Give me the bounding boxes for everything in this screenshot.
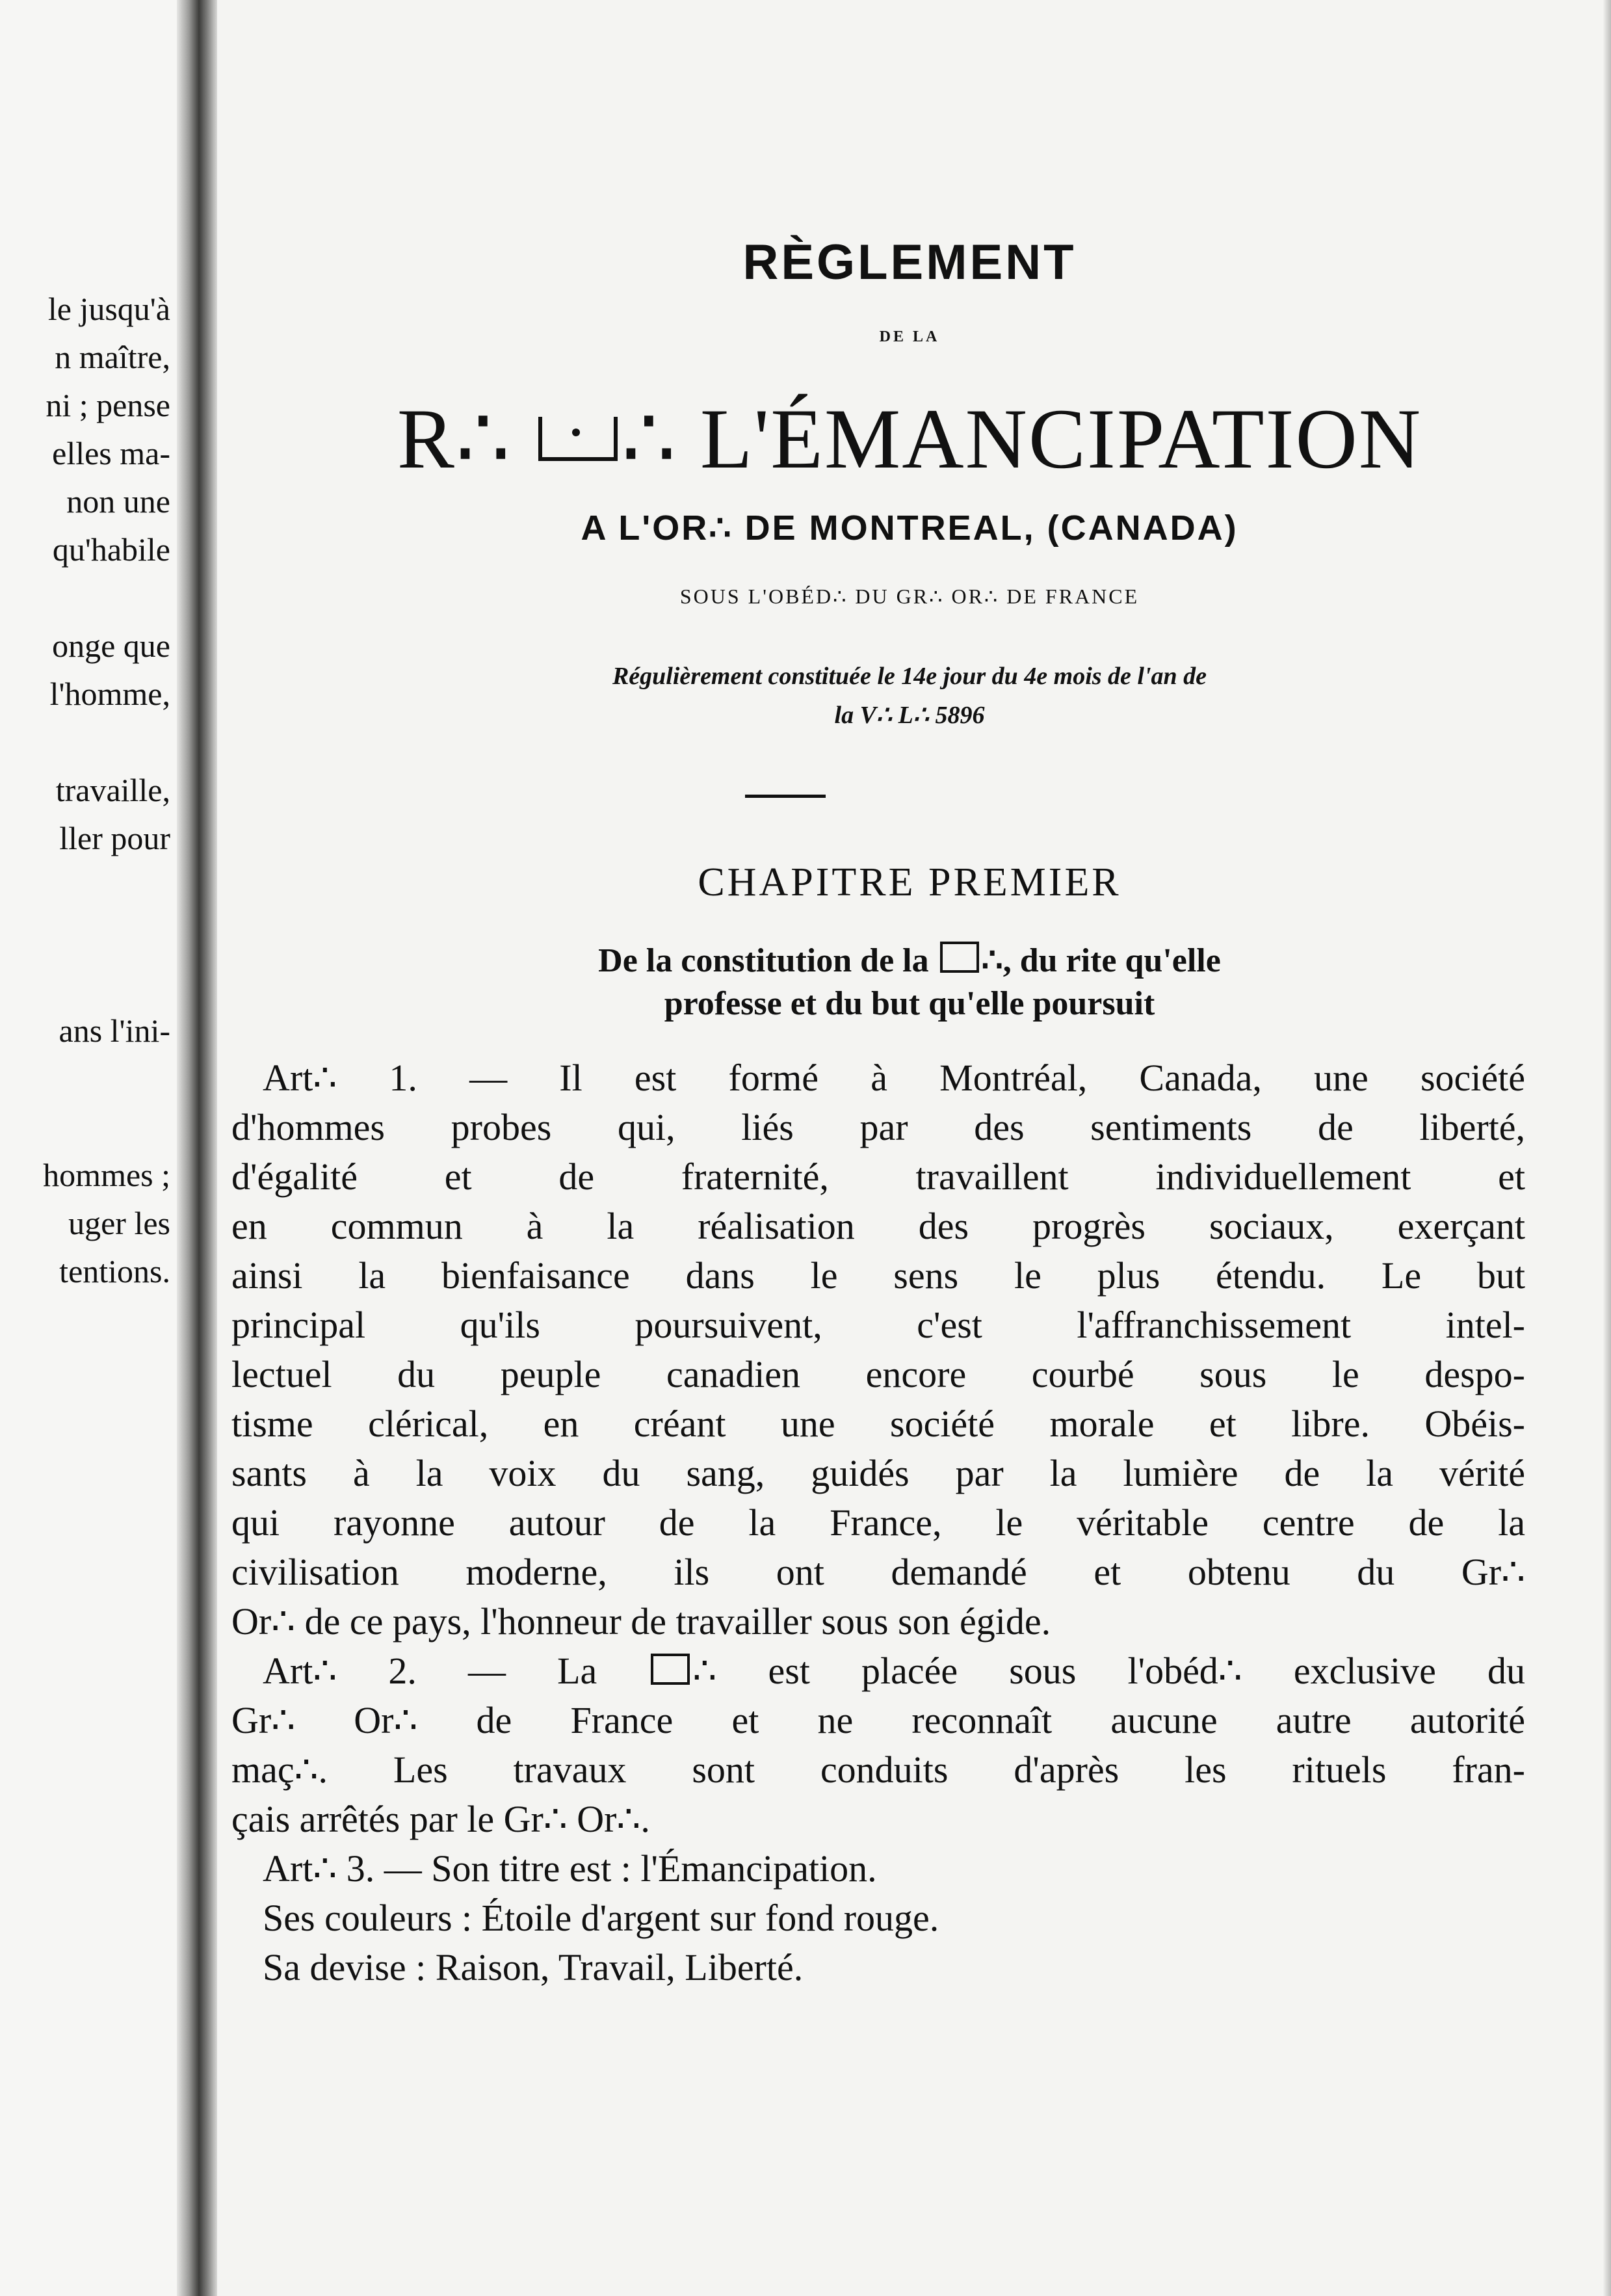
orient-line: A L'OR∴ DE MONTREAL, (CANADA) bbox=[581, 508, 1238, 548]
article-1-line: en commun à la réalisation des progrès sociaux, exerçant bbox=[231, 1205, 1525, 1247]
article-2-text-b: ∴ est placée sous l'obéd∴ exclusive du bbox=[692, 1650, 1525, 1692]
obedience-line: SOUS L'OBÉD∴ DU GR∴ OR∴ DE FRANCE bbox=[679, 585, 1140, 608]
article-1-line: Or∴ de ce pays, l'honneur de travailler sous son égide. bbox=[231, 1600, 1051, 1643]
lodge-name: L'ÉMANCIPATION bbox=[700, 391, 1422, 486]
article-1-line: d'égalité et de fraternité, travaillent individuellement et bbox=[231, 1155, 1525, 1198]
lodge-square-icon bbox=[651, 1654, 690, 1685]
article-2-line: Gr∴ Or∴ de France et ne reconnaît aucune autre autorité bbox=[231, 1699, 1525, 1741]
article-1-line: civilisation moderne, ils ont demandé et obtenu du Gr∴ bbox=[231, 1551, 1525, 1593]
left-page-line: onge que bbox=[52, 627, 170, 664]
main-page bbox=[217, 0, 1602, 2296]
article-3-line: Art∴ 3. — Son titre est : l'Émancipation. bbox=[263, 1847, 877, 1890]
lodge-square-icon bbox=[538, 417, 618, 461]
title-connector: DE LA bbox=[879, 328, 940, 345]
article-1-line: lectuel du peuple canadien encore courbé sous le despo- bbox=[231, 1353, 1525, 1395]
left-page-fragment bbox=[0, 0, 195, 2296]
section-divider bbox=[745, 795, 826, 798]
subtitle-text-a: De la constitution de la bbox=[598, 942, 929, 979]
constitution-note-line1: Régulièrement constituée le 14e jour du 4e mois de l'an de bbox=[612, 663, 1207, 690]
lodge-name-heading bbox=[217, 390, 1602, 488]
article-1-line: principal qu'ils poursuivent, c'est l'affranchissement intel- bbox=[231, 1304, 1525, 1346]
article-3-line: Sa devise : Raison, Travail, Liberté. bbox=[263, 1946, 804, 1988]
left-page-line: uger les bbox=[68, 1205, 170, 1241]
lodge-symbol-dots: ∴ bbox=[621, 391, 677, 486]
document-title: RÈGLEMENT bbox=[742, 235, 1077, 290]
article-2-line: çais arrêtés par le Gr∴ Or∴. bbox=[231, 1798, 650, 1840]
chapter-subtitle bbox=[217, 940, 1602, 1025]
left-page-line: travaille, bbox=[55, 772, 170, 808]
article-1-heading-line: Art∴ 1. — Il est formé à Montréal, Canada, une société bbox=[263, 1057, 1525, 1099]
left-page-line: hommes ; bbox=[43, 1157, 170, 1193]
subtitle-text-b: ∴, du rite qu'elle bbox=[981, 942, 1221, 979]
left-page-line: non une bbox=[66, 483, 170, 520]
left-page-line: elles ma- bbox=[52, 435, 170, 471]
article-1-line: d'hommes probes qui, liés par des sentiments de liberté, bbox=[231, 1106, 1525, 1148]
article-3-line: Ses couleurs : Étoile d'argent sur fond rouge. bbox=[263, 1897, 939, 1939]
article-2-line: maç∴. Les travaux sont conduits d'après les rituels fran- bbox=[231, 1748, 1525, 1791]
lodge-prefix: R∴ bbox=[397, 391, 512, 486]
chapter-subtitle-line1 bbox=[217, 940, 1602, 983]
left-page-line: ni ; pense bbox=[46, 387, 170, 423]
left-page-line: ller pour bbox=[59, 820, 170, 856]
article-2-heading-line bbox=[263, 1646, 1525, 1696]
left-page-line: tentions. bbox=[59, 1253, 170, 1289]
left-page-line: ans l'ini- bbox=[59, 1012, 170, 1049]
constitution-note-line2: la V∴ L∴ 5896 bbox=[834, 702, 985, 729]
chapter-subtitle-line2: professe et du but qu'elle poursuit bbox=[664, 985, 1155, 1022]
left-page-line: qu'habile bbox=[52, 531, 170, 568]
left-page-line: l'homme, bbox=[49, 676, 170, 712]
article-1-line: sants à la voix du sang, guidés par la lumière de la vérité bbox=[231, 1452, 1525, 1494]
article-1-line: tisme clérical, en créant une société morale et libre. Obéis- bbox=[231, 1403, 1525, 1445]
article-1-line: qui rayonne autour de la France, le véritable centre de la bbox=[231, 1501, 1525, 1544]
lodge-square-icon bbox=[940, 942, 979, 973]
article-2-text-a: Art∴ 2. — La bbox=[263, 1650, 597, 1692]
book-gutter bbox=[177, 0, 217, 2296]
page-edge bbox=[1603, 0, 1611, 2296]
article-1-line: ainsi la bienfaisance dans le sens le plus étendu. Le but bbox=[231, 1254, 1525, 1297]
left-page-line: n maître, bbox=[55, 339, 170, 375]
constitution-note bbox=[217, 657, 1602, 735]
left-page-line: le jusqu'à bbox=[47, 291, 170, 327]
chapter-title: CHAPITRE PREMIER bbox=[698, 860, 1121, 904]
